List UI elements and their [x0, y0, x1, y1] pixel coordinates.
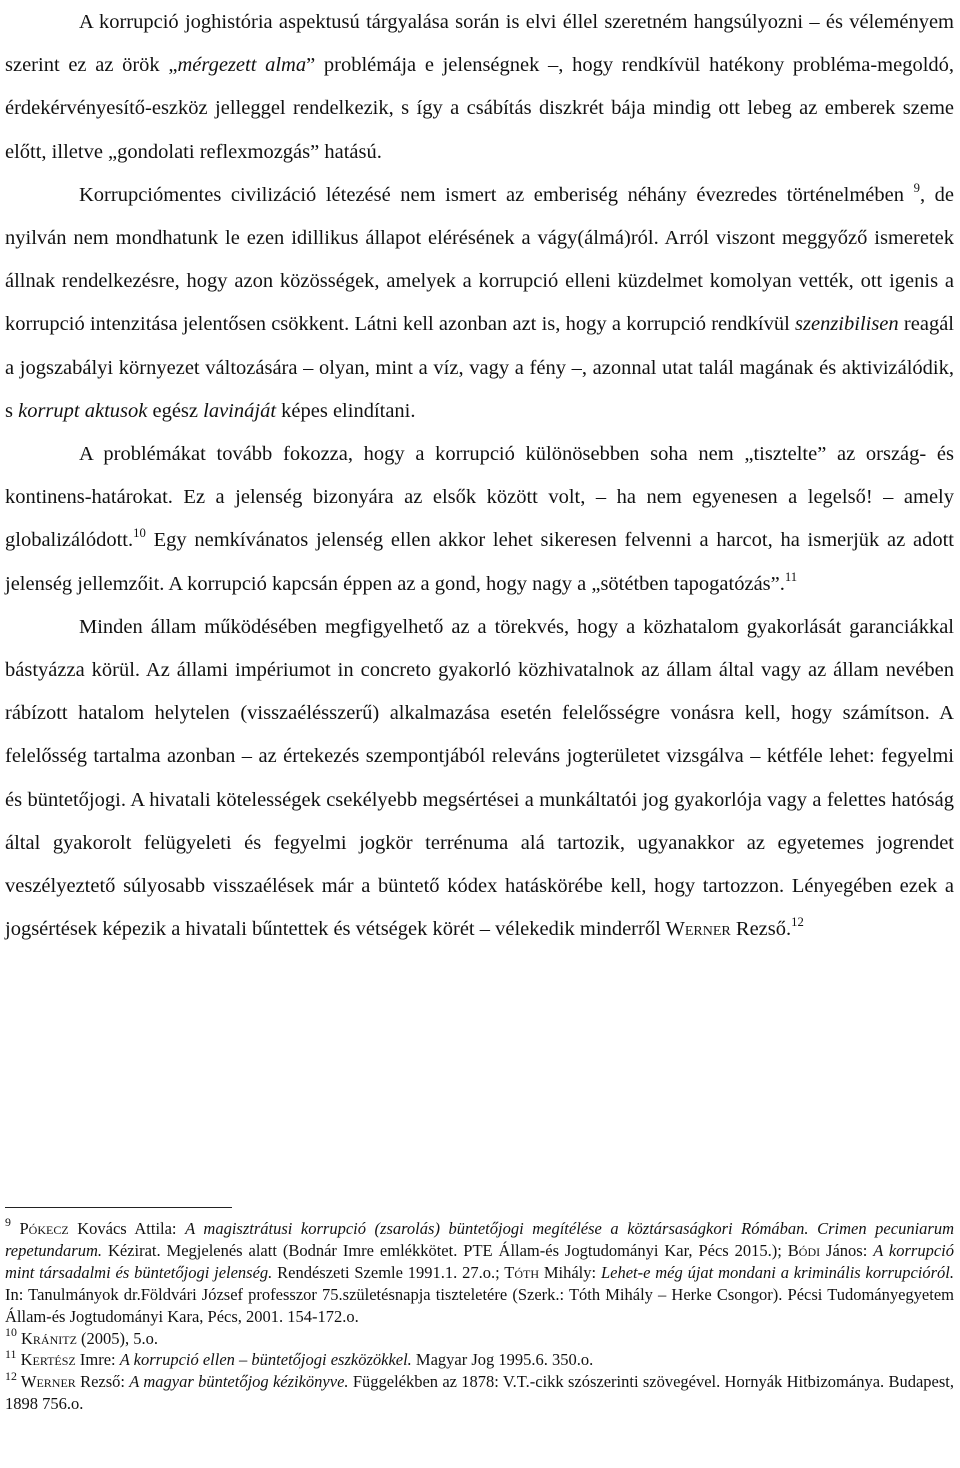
footnote: [5, 1215, 955, 1328]
text-run: Minden állam működésében megfigyelhető az a törekvés, hogy a közhatalom gyakorlását garanciákkal bástyázza körül. Az állami impériumot in concreto gyakorló közhivatalnok az állam által vagy az állam nevében rábízott hatalom helytelen (visszaélésszerű) alkalmazása esetén felelősségre vonásra kell, hogy számítson. A felelősség tartalma azonban – az értekezés szempontjából releváns jogterületet vizsgálva – kétféle lehet: fegyelmi és büntetőjogi. A hivatali kötelességek csekélyebb megsértései a munkáltatói jog gyakorlója vagy a felettes hatóság által gyakorolt felügyeleti és fegyelmi jogkör terrénuma alá tartozik, ugyanakkor az egyetemes jogrendet veszélyeztető súlyosabb visszaélések már a büntető kódex hatáskörébe kell, hogy tartozzon. Lényegében ezek a jogsértések képezik a hivatali bűntettek és vétségek körét – vélekedik minderről W: [5, 615, 954, 941]
text-run: képes elindítani.: [276, 399, 416, 422]
text-run: Rezső:: [75, 1372, 130, 1392]
footnote-ref: 11: [784, 569, 798, 584]
italic-text: Lehet-e még újat mondani a kriminális korrupcióról.: [600, 1262, 955, 1282]
text-run: (2005), 5.o.: [76, 1328, 159, 1348]
italic-text: A magisztrátusi korrupció (zsarolás) büntetőjogi megítélése a köztársaságkori Rómában. Crimen pecuniarum repetundarum.: [5, 1219, 954, 1260]
footnotes: [5, 1215, 955, 1415]
smallcaps-text: ránitz: [32, 1328, 77, 1348]
text-run: Imre:: [75, 1350, 120, 1370]
footnote-ref: 12: [791, 915, 804, 930]
text-run: Kovács Attila:: [68, 1219, 186, 1238]
text-run: egész: [147, 399, 204, 422]
smallcaps-text: ókecz: [28, 1219, 69, 1238]
text-run: Rendészeti Szemle 1991.1. 27.o.; T: [272, 1262, 515, 1282]
footnote-ref: 10: [133, 526, 146, 541]
italic-text: A korrupció ellen – büntetőjogi eszközökkel.: [119, 1350, 412, 1370]
smallcaps-text: erner: [36, 1372, 76, 1392]
footnote: [5, 1368, 954, 1415]
text-run: A problémákat tovább fokozza, hogy a korrupció különösebben soha nem „tisztelte” az ország- és kontinens-határokat. Ez a jelenség bizonyára az elsők között volt, – ha nem egyenesen a legelső! – amely globalizálódott.: [5, 443, 954, 552]
footnote: [5, 1346, 954, 1371]
text-run: Kézirat. Megjelenés alatt (Bodnár Imre emlékkötet. PTE Állam-és Jogtudományi Kar, Pécs 2015.); B: [102, 1240, 799, 1260]
paragraph: [5, 433, 954, 606]
footnote-ref: 12: [5, 1368, 17, 1383]
text-run: K: [16, 1328, 33, 1348]
footnote-separator: [5, 1207, 232, 1208]
footnote-ref: 9: [913, 180, 920, 195]
text-run: Korrupciómentes civilizáció létezésé nem ismert az emberiség néhány évezredes történelmében: [79, 183, 914, 206]
footnote-ref: 10: [5, 1324, 17, 1339]
smallcaps-text: óth: [514, 1262, 540, 1282]
text-run: K: [16, 1350, 33, 1370]
italic-text: lavináját: [203, 399, 277, 422]
text-run: Rezső.: [730, 918, 792, 941]
text-run: W: [16, 1372, 37, 1392]
text-run: P: [10, 1219, 29, 1238]
text-run: ” problémája e jelenségnek –, hogy rendkívül hatékony probléma-megoldó, érdekérvényesítő-eszköz jelleggel rendelkezik, s így a csábítás diszkrét bája mindig ott lebeg az emberek szeme előtt, illetve „gondolati reflexmozgás” hatású.: [5, 54, 955, 163]
smallcaps-text: ertész: [32, 1350, 76, 1370]
text-run: Mihály:: [539, 1262, 601, 1282]
footnote: [5, 1324, 954, 1350]
italic-text: mérgezett alma: [177, 54, 307, 77]
italic-text: szenzibilisen: [795, 313, 899, 336]
footnote-ref: 11: [5, 1346, 17, 1361]
footnote-ref: 9: [5, 1215, 11, 1230]
text-run: , de nyilván nem mondhatunk le ezen idillikus állapot elérésének a vágy(álmá)ról. Arról viszont meggyőző ismeretek állnak rendelkezésre, hogy azon közösségek, amelyek a korrupció elleni küzdelmet komolyan vették, ott igenis a korrupció intenzitása jelentősen csökkent. Látni kell azonban azt is, hogy a korrupció rendkívül: [5, 183, 954, 336]
italic-text: A korrupció mint társadalmi és büntetőjogi jelenség.: [5, 1240, 954, 1282]
italic-text: korrupt aktusok: [18, 399, 148, 422]
paragraph: [5, 174, 954, 433]
smallcaps-text: ódi: [798, 1240, 821, 1260]
text-run: Egy nemkívánatos jelenség ellen akkor lehet sikeresen felvenni a harcot, ha ismerjük az adott jelenség jellemzőit. A korrupció kapcsán éppen az a gond, hogy nagy a „sötétben tapogatózás”.: [5, 529, 954, 595]
text-run: A korrupció joghistória aspektusú tárgyalása során is elvi éllel szeretném hangsúlyozni – és véleményem szerint ez az örök „: [5, 11, 954, 77]
text-run: In: Tanulmányok dr.Földvári József professzor 75.születésnapja tiszteletére (Szerk.: Tóth Mihály – Herke Csongor). Pécsi Tudományegyetem Állam-és Jogtudományi Kara, Pécs, 2001. 154-172.o.: [5, 1284, 954, 1326]
italic-text: A magyar büntetőjog kézikönyve.: [129, 1372, 349, 1392]
paragraph: [5, 1, 954, 174]
paragraph: [5, 606, 954, 952]
text-run: Függelékben az 1878: V.T.-cikk szószerinti szövegével. Hornyák Hitbizománya. Budapest, 1898 756.o.: [5, 1372, 954, 1414]
text-run: Magyar Jog 1995.6. 350.o.: [411, 1350, 594, 1370]
text-run: János:: [820, 1240, 874, 1260]
smallcaps-text: erner: [684, 918, 731, 941]
text-run: reagál a jogszabályi környezet változására – olyan, mint a víz, vagy a fény –, azonnal utat talál magának és aktivizálódik, s: [5, 313, 954, 422]
body-text: [5, 0, 954, 951]
